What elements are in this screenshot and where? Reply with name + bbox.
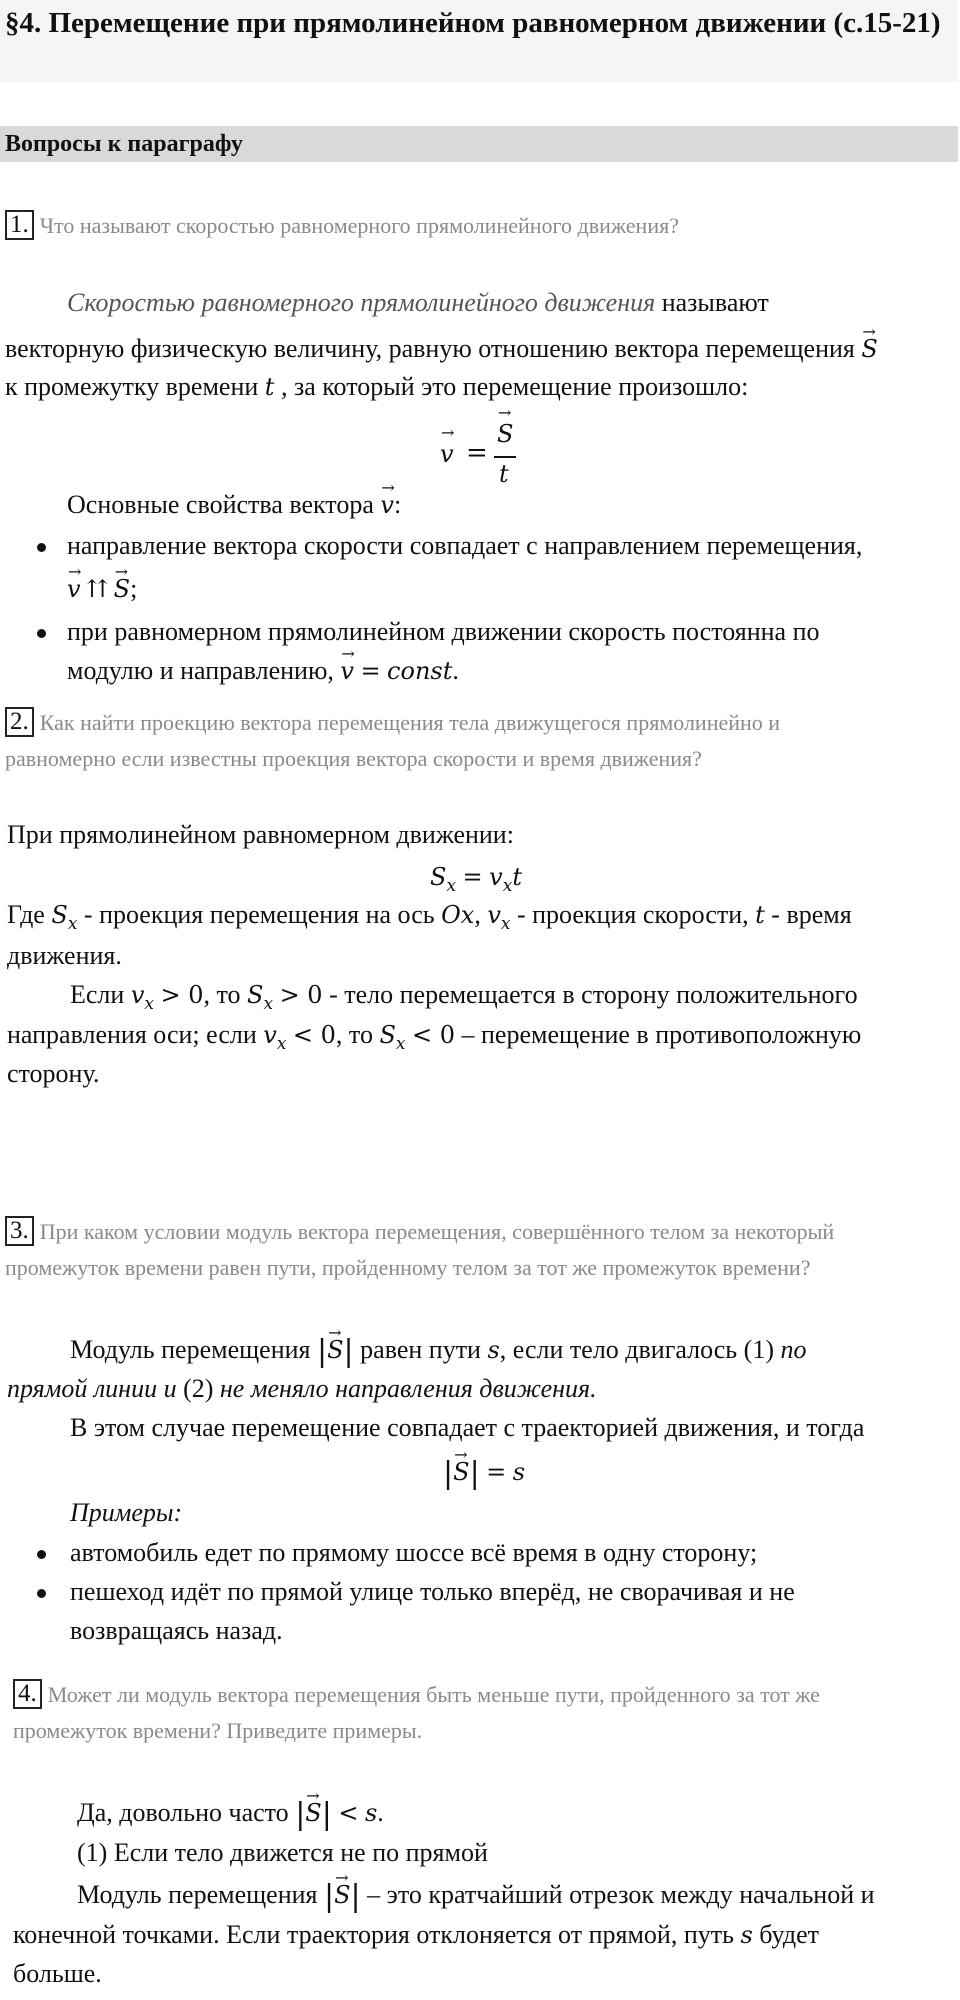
list-item: пешеход идёт по прямой улице только вперёд, не сворачивая и не xyxy=(70,1577,795,1606)
question-number: 1. xyxy=(5,210,34,240)
answer-line: Да, довольно часто |→ S| < s. xyxy=(77,1794,384,1834)
section-header xyxy=(0,126,958,162)
answer-line: Если $v_x > 0$, то $S_x > 0$ - тело перемещается в сторону положительного xyxy=(70,980,858,1014)
bullet xyxy=(37,629,46,638)
answer-line: При прямолинейном равномерном движении: xyxy=(7,820,514,849)
answer-line: В этом случае перемещение совпадает с траекторией движения, и тогда xyxy=(70,1413,865,1442)
answer-line: прямой линии и (2) не меняло направления движения. xyxy=(7,1374,597,1403)
path-formula: |→ S| = s xyxy=(443,1453,525,1493)
question-4 xyxy=(13,1677,820,1749)
question-text: Что называют скоростью равномерного прямолинейного движения? xyxy=(39,213,679,238)
list-item-cont: возвращаясь назад. xyxy=(70,1616,283,1645)
question-text: промежуток времени? Приведите примеры. xyxy=(13,1718,423,1743)
examples-label: Примеры: xyxy=(70,1498,183,1527)
answer-line: Модуль перемещения |→ S| равен пути s, если тело двигалось (1) по xyxy=(70,1331,806,1371)
answer-line: сторону. xyxy=(7,1059,100,1088)
section-title: Вопросы к параграфу xyxy=(5,131,243,157)
answer-line: Где $S_x$ - проекция перемещения на ось Ox, $v_x$ - проекция скорости, t - время xyxy=(7,900,852,934)
answer-line: (1) Если тело движется не по прямой xyxy=(77,1838,488,1867)
page-title: §4. Перемещение при прямолинейном равномерном движении (с.15-21) xyxy=(5,7,941,39)
answer-line: Модуль перемещения |→ S| – это кратчайший отрезок между начальной и xyxy=(77,1876,875,1916)
title-block xyxy=(0,0,958,82)
bullet xyxy=(37,1550,46,1559)
list-item-cont: → v ⇈ → S; xyxy=(67,570,137,608)
projection-formula: $S_x = v_xt$ xyxy=(430,863,522,896)
answer-line: Основные свойства вектора → v: xyxy=(67,486,401,524)
velocity-formula: → v = → S t xyxy=(440,416,520,496)
vector-s: → S xyxy=(861,330,877,368)
answer-line: к промежутку времени t , за который это перемещение произошло: xyxy=(5,372,749,401)
question-number: 3. xyxy=(5,1216,34,1246)
question-text: Может ли модуль вектора перемещения быть меньше пути, пройденного за тот же xyxy=(47,1682,820,1707)
answer-line: конечной точками. Если траектория отклоняется от прямой, путь s будет xyxy=(13,1920,820,1949)
answer-line: векторную физическую величину, равную отношению вектора перемещения → S xyxy=(5,330,878,368)
question-2 xyxy=(5,705,780,777)
question-1 xyxy=(5,208,679,244)
bullet xyxy=(37,543,46,552)
answer-line: больше. xyxy=(13,1959,102,1988)
question-text: Как найти проекцию вектора перемещения тела движущегося прямолинейно и xyxy=(39,710,781,735)
list-item: автомобиль едет по прямому шоссе всё время в одну сторону; xyxy=(70,1538,758,1567)
answer-line: движения. xyxy=(7,941,122,970)
question-text: равномерно если известны проекция вектора скорости и время движения? xyxy=(5,746,702,771)
list-item: направление вектора скорости совпадает с направлением перемещения, xyxy=(67,531,863,560)
question-number: 4. xyxy=(13,1679,42,1709)
answer-line: Скоростью равномерного прямолинейного движения называют xyxy=(67,288,769,317)
bullet xyxy=(37,1589,46,1598)
list-item-cont: модулю и направлению, → v = const. xyxy=(67,652,459,690)
question-text: При каком условии модуль вектора перемещения, совершённого телом за некоторый xyxy=(39,1219,835,1244)
question-number: 2. xyxy=(5,707,34,737)
list-item: при равномерном прямолинейном движении скорость постоянна по xyxy=(67,617,820,646)
answer-line: направления оси; если $v_x < 0$, то $S_x < 0$ – перемещение в противоположную xyxy=(7,1020,862,1054)
question-text: промежуток времени равен пути, пройденному телом за тот же промежуток времени? xyxy=(5,1255,811,1280)
fraction-bar xyxy=(494,456,516,458)
question-3 xyxy=(5,1214,834,1286)
